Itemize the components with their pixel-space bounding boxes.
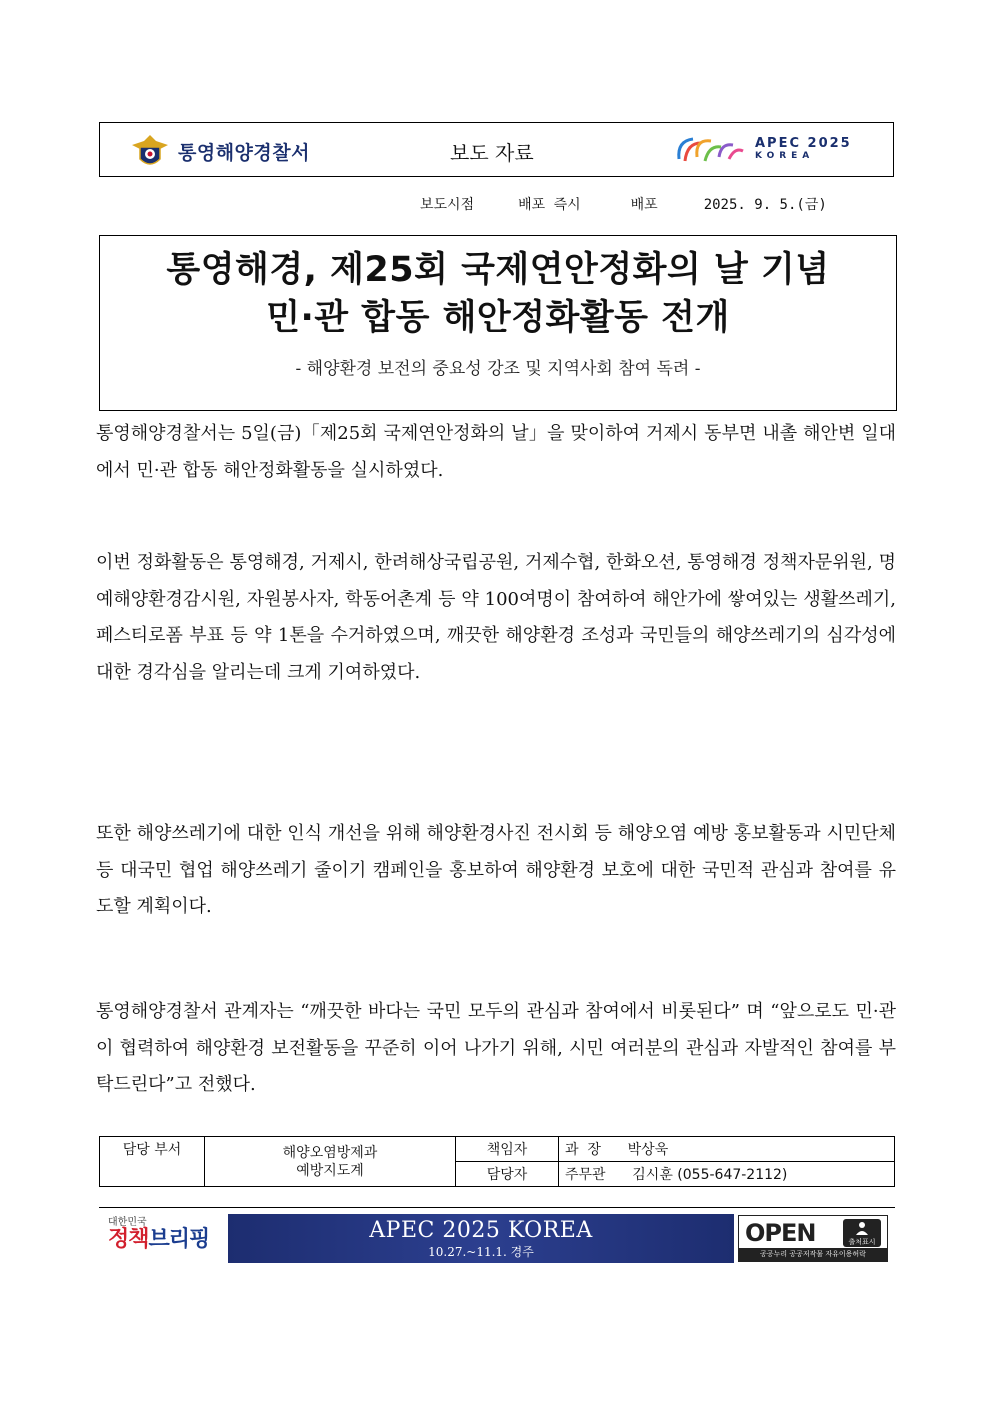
person-icon [855, 1221, 869, 1235]
brand-big [108, 1228, 209, 1252]
coast-guard-emblem-icon [130, 131, 170, 171]
brand-small: 대한민국 [108, 1217, 147, 1228]
headline-line-1: 통영해경, 제25회 국제연안정화의 날 기념 [166, 250, 830, 290]
contact-role-2: 담당자 [456, 1162, 559, 1187]
paragraph-3: 또한 해양쓰레기에 대한 인식 개선을 위해 해양환경사진 전시회 등 해양오염 예방 홍보활동과 시민단체 등 대국민 협업 해양쓰레기 줄이기 캠페인을 홍보하여 해양환경 보호에 대한 국민적 관심과 참여를 유도할 계획이다. [96, 823, 896, 917]
brand-big-part-1: 정책 [108, 1227, 149, 1252]
apec-swirl-icon [675, 133, 745, 165]
banner-date: 10.27.~11.1. 경주 [428, 1245, 534, 1259]
paragraph-2: 이번 정화활동은 통영해경, 거제시, 한려해상국립공원, 거제수협, 한화오션, 통영해경 정책자문위원, 명예해양환경감시원, 자원봉사자, 학동어촌계 등 약 100여명이 참여하여 해안가에 쌓여있는 생활쓰레기, 페스티로폼 부표 등 약 1톤을 수거하였으며, 깨끗한 해양환경 조성과 국민들의 해양쓰레기의 심각성에 대한 경각심을 알리는데 크게 기여하였다. [96, 552, 896, 683]
open-caption: 공공누리 공공저작물 자유이용허락 [739, 1248, 887, 1261]
apec-title: APEC 2025 [755, 135, 852, 151]
headline [100, 246, 896, 342]
headline-line-2: 민·관 합동 해안정화활동 전개 [266, 298, 730, 338]
contact-label: 담당 부서 [100, 1137, 205, 1187]
release-date: 2025. 9. 5.(금) [703, 197, 827, 213]
contact-role-1: 책임자 [456, 1137, 559, 1162]
apec-banner [228, 1214, 734, 1263]
paragraph-1: 통영해양경찰서는 5일(금)「제25회 국제연안정화의 날」을 맞이하여 거제시 동부면 내촐 해안변 일대에서 민·관 합동 해안정화활동을 실시하였다. [96, 423, 896, 481]
contact-person-2: 주무관 김시훈 (055-647-2112) [559, 1162, 895, 1187]
org-name: 통영해양경찰서 [178, 141, 310, 164]
doc-type: 보도 자료 [450, 141, 534, 165]
contact-person-1: 과 장 박상욱 [559, 1137, 895, 1162]
contact-dept [205, 1137, 456, 1187]
kogl-open-badge [738, 1215, 888, 1262]
open-box-label: 출처표시 [848, 1238, 876, 1246]
release-dist-label: 배포 [630, 197, 658, 213]
header-box [99, 122, 894, 177]
subheadline: - 해양환경 보전의 중요성 강조 및 지역사회 참여 독려 - [295, 359, 701, 379]
release-time-label: 보도시점 [420, 197, 475, 213]
apec-logo [675, 133, 852, 165]
release-info [420, 194, 827, 214]
attribution-icon [843, 1219, 881, 1247]
contact-table [99, 1136, 895, 1187]
apec-sub: KOREA [755, 150, 815, 161]
title-box [99, 235, 897, 411]
policy-briefing-logo [108, 1213, 209, 1252]
release-time-value: 배포 즉시 [518, 197, 581, 213]
banner-title: APEC 2025 KOREA [369, 1218, 593, 1243]
brand-big-part-2: 브리핑 [148, 1227, 210, 1252]
paragraph-4: 통영해양경찰서 관계자는 “깨끗한 바다는 국민 모두의 관심과 참여에서 비롯된다” 며 “앞으로도 민·관이 협력하여 해양환경 보전활동을 꾸준히 이어 나가기 위해, 시민 여러분의 관심과 자발적인 참여를 부탁드린다”고 전했다. [96, 1001, 896, 1095]
coast-guard-logo [130, 131, 310, 171]
open-word: OPEN [745, 1219, 816, 1247]
contact-dept-line-1: 해양오염방제과 [282, 1144, 378, 1161]
contact-dept-line-2: 예방지도계 [296, 1162, 364, 1179]
footer-divider [99, 1207, 895, 1208]
